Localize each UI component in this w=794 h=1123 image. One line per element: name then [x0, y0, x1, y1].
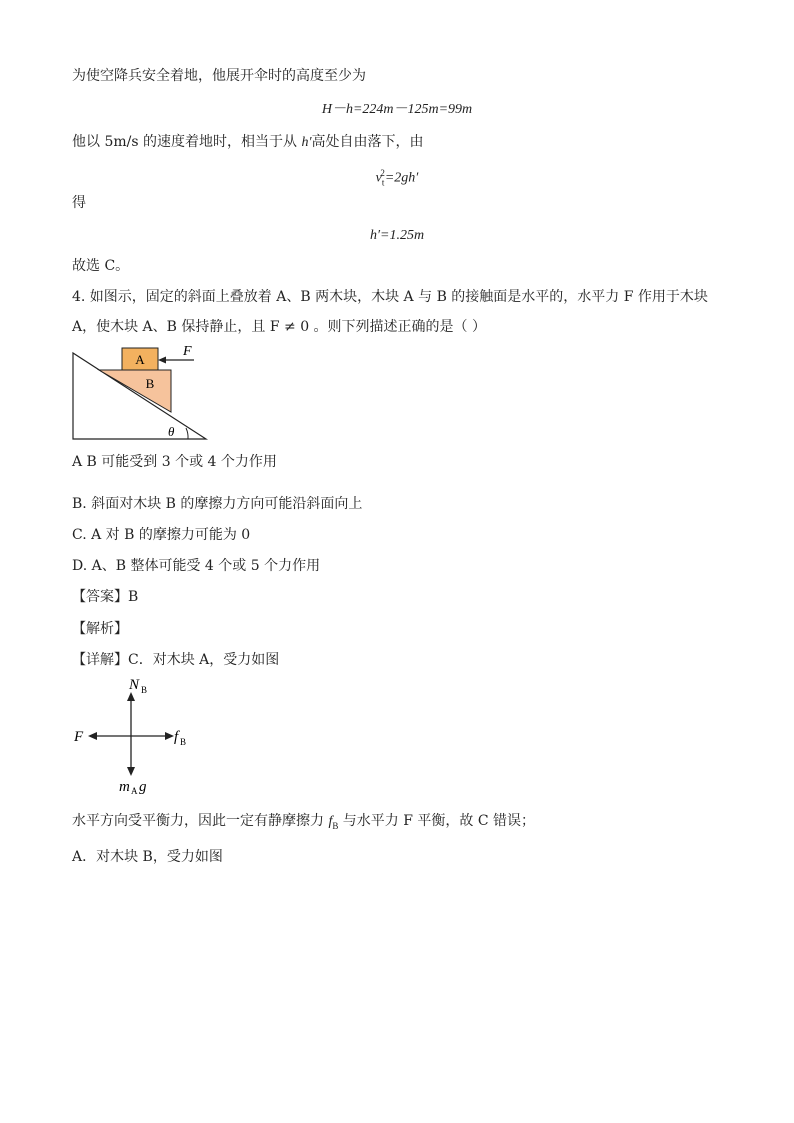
- normal-force-label: N: [129, 677, 140, 693]
- text-line: [72, 133, 424, 152]
- equation-text: h′=1.25m: [369, 228, 425, 243]
- arrowhead-right: [165, 732, 174, 740]
- var-v: v: [375, 170, 382, 186]
- option-d: D. A、B 整体可能受 4 个或 5 个力作用: [72, 558, 321, 574]
- answer-value: B: [128, 589, 139, 605]
- text-span: 高处自由落下，由: [311, 134, 424, 150]
- friction-subscript: B: [180, 737, 187, 747]
- text-line: 故选 C。: [72, 258, 130, 274]
- block-b-label: B: [145, 376, 155, 391]
- arrowhead-up: [127, 692, 135, 701]
- text-line: 得: [72, 195, 86, 211]
- friction-var: f: [328, 814, 333, 829]
- equation-2: [0, 164, 794, 191]
- force-label: F: [183, 344, 192, 359]
- explanation-line: [72, 812, 535, 835]
- applied-force-label: F: [74, 729, 84, 745]
- variable: h′: [301, 135, 312, 150]
- incline-figure: [70, 342, 215, 444]
- angle-label: θ: [168, 424, 175, 439]
- question-stem-line: A，使木块 A、B 保持静止，且 F ≠ 0 。则下列描述正确的是（ ）: [72, 319, 487, 335]
- detail-label: 【详解】: [72, 652, 128, 668]
- normal-force-subscript: B: [141, 685, 148, 695]
- detail-text: C．对木块 A，受力如图: [128, 652, 280, 668]
- equation-text: H－h=224m－125m=99m: [321, 102, 473, 117]
- option-b: B. 斜面对木块 B 的摩擦力方向可能沿斜面向上: [72, 496, 363, 512]
- equation-1: [0, 100, 794, 119]
- answer-line: [72, 588, 138, 606]
- option-a: A B 可能受到 3 个或 4 个力作用: [72, 454, 277, 470]
- text-span: 与水平力 F 平衡，故 C 错误；: [338, 813, 536, 829]
- force-diagram: [70, 674, 200, 798]
- weight-subscript: A: [131, 786, 138, 796]
- text-line: A．对木块 B，受力如图: [72, 849, 223, 865]
- friction-label: f: [174, 729, 179, 745]
- text-span: 他以 5m/s 的速度着地时，相当于从: [72, 134, 302, 150]
- force-arrowhead: [158, 357, 166, 364]
- text-span: 水平方向受平衡力，因此一定有静摩擦力: [72, 813, 329, 829]
- analysis-label: 【解析】: [72, 621, 128, 637]
- weight-g: g: [139, 779, 147, 795]
- subscript: t: [381, 177, 385, 188]
- superscript: 2: [380, 168, 385, 178]
- question-stem-line: 4. 如图示，固定的斜面上叠放着 A、B 两木块，木块 A 与 B 的接触面是水平的，水平力 F 作用于木块: [72, 289, 708, 305]
- arrowhead-left: [88, 732, 97, 740]
- analysis-line: [72, 620, 128, 638]
- detail-line: [72, 651, 279, 669]
- option-c: C. A 对 B 的摩擦力可能为 0: [72, 527, 251, 543]
- arrowhead-down: [127, 767, 135, 776]
- equation-3: [0, 226, 794, 245]
- answer-label: 【答案】: [72, 589, 128, 605]
- equation-text: =2gh′: [384, 170, 419, 186]
- weight-label: m: [119, 779, 130, 795]
- friction-var-subscript: B: [332, 820, 339, 831]
- block-a-label: A: [135, 352, 145, 367]
- text-line: 为使空降兵安全着地，他展开伞时的高度至少为: [72, 68, 366, 84]
